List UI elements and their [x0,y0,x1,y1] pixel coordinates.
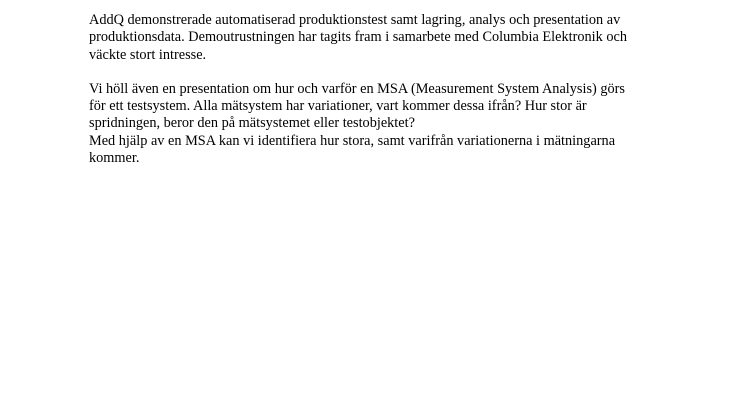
text-line: AddQ demonstrerade automatiserad produktionstest samt lagring, analys och presentation av [89,12,621,28]
document-body [89,12,664,167]
paragraph-msa-presentation [89,81,664,133]
text-line: produktionsdata. Demoutrustningen har tagits fram i samarbete med Columbia Elektronik och [89,29,627,46]
text-line: spridningen, beror den på mätsystemet eller testobjektet? [89,115,415,132]
text-line: kommer. [89,150,140,167]
text-line: Med hjälp av en MSA kan vi identifiera hur stora, samt varifrån variationerna i mätningarna [89,132,616,149]
paragraph-demo [89,12,664,64]
paragraph-msa-benefit [89,133,664,168]
text-line: väckte stort intresse. [89,46,207,63]
text-line: för ett testsystem. Alla mätsystem har variationer, vart kommer dessa ifrån? Hur stor är [89,98,587,115]
paragraph-spacer [89,64,664,81]
text-line: Vi höll även en presentation om hur och varför en MSA (Measurement System Analysis) görs [89,80,625,97]
